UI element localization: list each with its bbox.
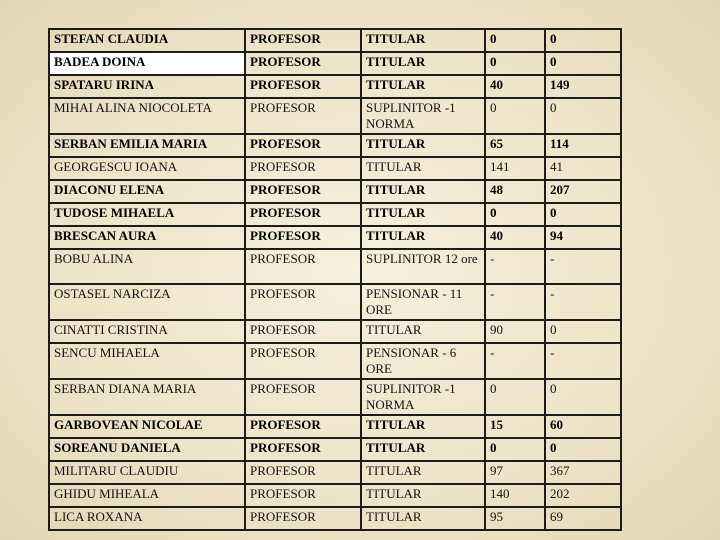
cell-value-1: 140 bbox=[485, 484, 545, 507]
cell-value-1: 0 bbox=[485, 29, 545, 52]
cell-value-1: 48 bbox=[485, 180, 545, 203]
table-row bbox=[49, 52, 621, 75]
cell-value-2: 0 bbox=[545, 203, 621, 226]
cell-function: PROFESOR bbox=[245, 415, 361, 438]
table-row bbox=[49, 203, 621, 226]
cell-status: TITULAR bbox=[361, 415, 485, 438]
cell-value-2: 60 bbox=[545, 415, 621, 438]
cell-name: DIACONU ELENA bbox=[49, 180, 245, 203]
cell-name: SENCU MIHAELA bbox=[49, 343, 245, 379]
table-row bbox=[49, 249, 621, 284]
cell-name: SERBAN DIANA MARIA bbox=[49, 379, 245, 415]
cell-status: TITULAR bbox=[361, 29, 485, 52]
staff-table-container bbox=[48, 28, 620, 531]
cell-name: BADEA DOINA bbox=[49, 52, 245, 75]
cell-status: TITULAR bbox=[361, 461, 485, 484]
cell-function: PROFESOR bbox=[245, 75, 361, 98]
cell-name: STEFAN CLAUDIA bbox=[49, 29, 245, 52]
cell-value-2: 0 bbox=[545, 29, 621, 52]
cell-value-1: 40 bbox=[485, 75, 545, 98]
cell-value-2: 94 bbox=[545, 226, 621, 249]
cell-name: SPATARU IRINA bbox=[49, 75, 245, 98]
cell-value-2: - bbox=[545, 343, 621, 379]
staff-table-body bbox=[49, 29, 621, 530]
cell-name: BOBU ALINA bbox=[49, 249, 245, 284]
table-row bbox=[49, 180, 621, 203]
cell-name: TUDOSE MIHAELA bbox=[49, 203, 245, 226]
cell-function: PROFESOR bbox=[245, 134, 361, 157]
cell-status: TITULAR bbox=[361, 203, 485, 226]
cell-status: TITULAR bbox=[361, 75, 485, 98]
cell-status: TITULAR bbox=[361, 320, 485, 343]
cell-value-2: 149 bbox=[545, 75, 621, 98]
cell-value-2: 114 bbox=[545, 134, 621, 157]
cell-value-2: 0 bbox=[545, 320, 621, 343]
cell-name: MILITARU CLAUDIU bbox=[49, 461, 245, 484]
cell-status: TITULAR bbox=[361, 157, 485, 180]
cell-function: PROFESOR bbox=[245, 379, 361, 415]
table-row bbox=[49, 226, 621, 249]
cell-name: OSTASEL NARCIZA bbox=[49, 284, 245, 320]
table-row bbox=[49, 98, 621, 134]
cell-value-1: 0 bbox=[485, 379, 545, 415]
table-row bbox=[49, 75, 621, 98]
table-row bbox=[49, 379, 621, 415]
cell-value-1: 0 bbox=[485, 203, 545, 226]
cell-name: GEORGESCU IOANA bbox=[49, 157, 245, 180]
cell-function: PROFESOR bbox=[245, 284, 361, 320]
cell-value-1: - bbox=[485, 284, 545, 320]
cell-name: SERBAN EMILIA MARIA bbox=[49, 134, 245, 157]
table-row bbox=[49, 438, 621, 461]
cell-function: PROFESOR bbox=[245, 29, 361, 52]
cell-function: PROFESOR bbox=[245, 157, 361, 180]
cell-value-1: 95 bbox=[485, 507, 545, 530]
cell-status: TITULAR bbox=[361, 507, 485, 530]
cell-value-1: 97 bbox=[485, 461, 545, 484]
cell-value-1: 40 bbox=[485, 226, 545, 249]
cell-value-1: - bbox=[485, 343, 545, 379]
cell-value-1: 15 bbox=[485, 415, 545, 438]
table-row bbox=[49, 507, 621, 530]
cell-status: TITULAR bbox=[361, 484, 485, 507]
cell-status: SUPLINITOR -1 NORMA bbox=[361, 379, 485, 415]
table-row bbox=[49, 343, 621, 379]
table-row bbox=[49, 415, 621, 438]
cell-value-2: - bbox=[545, 249, 621, 284]
cell-status: PENSIONAR - 6 ORE bbox=[361, 343, 485, 379]
cell-status: TITULAR bbox=[361, 134, 485, 157]
cell-value-1: 0 bbox=[485, 98, 545, 134]
cell-value-2: 0 bbox=[545, 52, 621, 75]
cell-status: TITULAR bbox=[361, 180, 485, 203]
cell-function: PROFESOR bbox=[245, 249, 361, 284]
cell-status: TITULAR bbox=[361, 226, 485, 249]
cell-function: PROFESOR bbox=[245, 203, 361, 226]
table-row bbox=[49, 320, 621, 343]
cell-value-2: 202 bbox=[545, 484, 621, 507]
table-row bbox=[49, 484, 621, 507]
cell-status: SUPLINITOR 12 ore bbox=[361, 249, 485, 284]
cell-name: LICA ROXANA bbox=[49, 507, 245, 530]
cell-value-1: - bbox=[485, 249, 545, 284]
cell-status: PENSIONAR - 11 ORE bbox=[361, 284, 485, 320]
cell-status: TITULAR bbox=[361, 438, 485, 461]
cell-name: SOREANU DANIELA bbox=[49, 438, 245, 461]
table-row bbox=[49, 157, 621, 180]
cell-function: PROFESOR bbox=[245, 226, 361, 249]
cell-function: PROFESOR bbox=[245, 180, 361, 203]
cell-function: PROFESOR bbox=[245, 507, 361, 530]
cell-value-1: 65 bbox=[485, 134, 545, 157]
cell-value-2: 0 bbox=[545, 98, 621, 134]
cell-status: SUPLINITOR -1 NORMA bbox=[361, 98, 485, 134]
cell-value-2: - bbox=[545, 284, 621, 320]
cell-value-2: 69 bbox=[545, 507, 621, 530]
cell-value-2: 0 bbox=[545, 438, 621, 461]
cell-value-1: 0 bbox=[485, 438, 545, 461]
cell-function: PROFESOR bbox=[245, 98, 361, 134]
cell-name: GARBOVEAN NICOLAE bbox=[49, 415, 245, 438]
cell-function: PROFESOR bbox=[245, 484, 361, 507]
cell-status: TITULAR bbox=[361, 52, 485, 75]
cell-function: PROFESOR bbox=[245, 320, 361, 343]
cell-function: PROFESOR bbox=[245, 438, 361, 461]
cell-value-1: 0 bbox=[485, 52, 545, 75]
table-row bbox=[49, 134, 621, 157]
staff-table bbox=[48, 28, 622, 531]
cell-function: PROFESOR bbox=[245, 343, 361, 379]
cell-value-2: 41 bbox=[545, 157, 621, 180]
cell-name: GHIDU MIHEALA bbox=[49, 484, 245, 507]
cell-value-2: 207 bbox=[545, 180, 621, 203]
cell-name: MIHAI ALINA NIOCOLETA bbox=[49, 98, 245, 134]
table-row bbox=[49, 29, 621, 52]
cell-name: CINATTI CRISTINA bbox=[49, 320, 245, 343]
cell-function: PROFESOR bbox=[245, 461, 361, 484]
cell-name: BRESCAN AURA bbox=[49, 226, 245, 249]
cell-function: PROFESOR bbox=[245, 52, 361, 75]
cell-value-2: 0 bbox=[545, 379, 621, 415]
cell-value-1: 90 bbox=[485, 320, 545, 343]
table-row bbox=[49, 461, 621, 484]
table-row bbox=[49, 284, 621, 320]
cell-value-1: 141 bbox=[485, 157, 545, 180]
cell-value-2: 367 bbox=[545, 461, 621, 484]
